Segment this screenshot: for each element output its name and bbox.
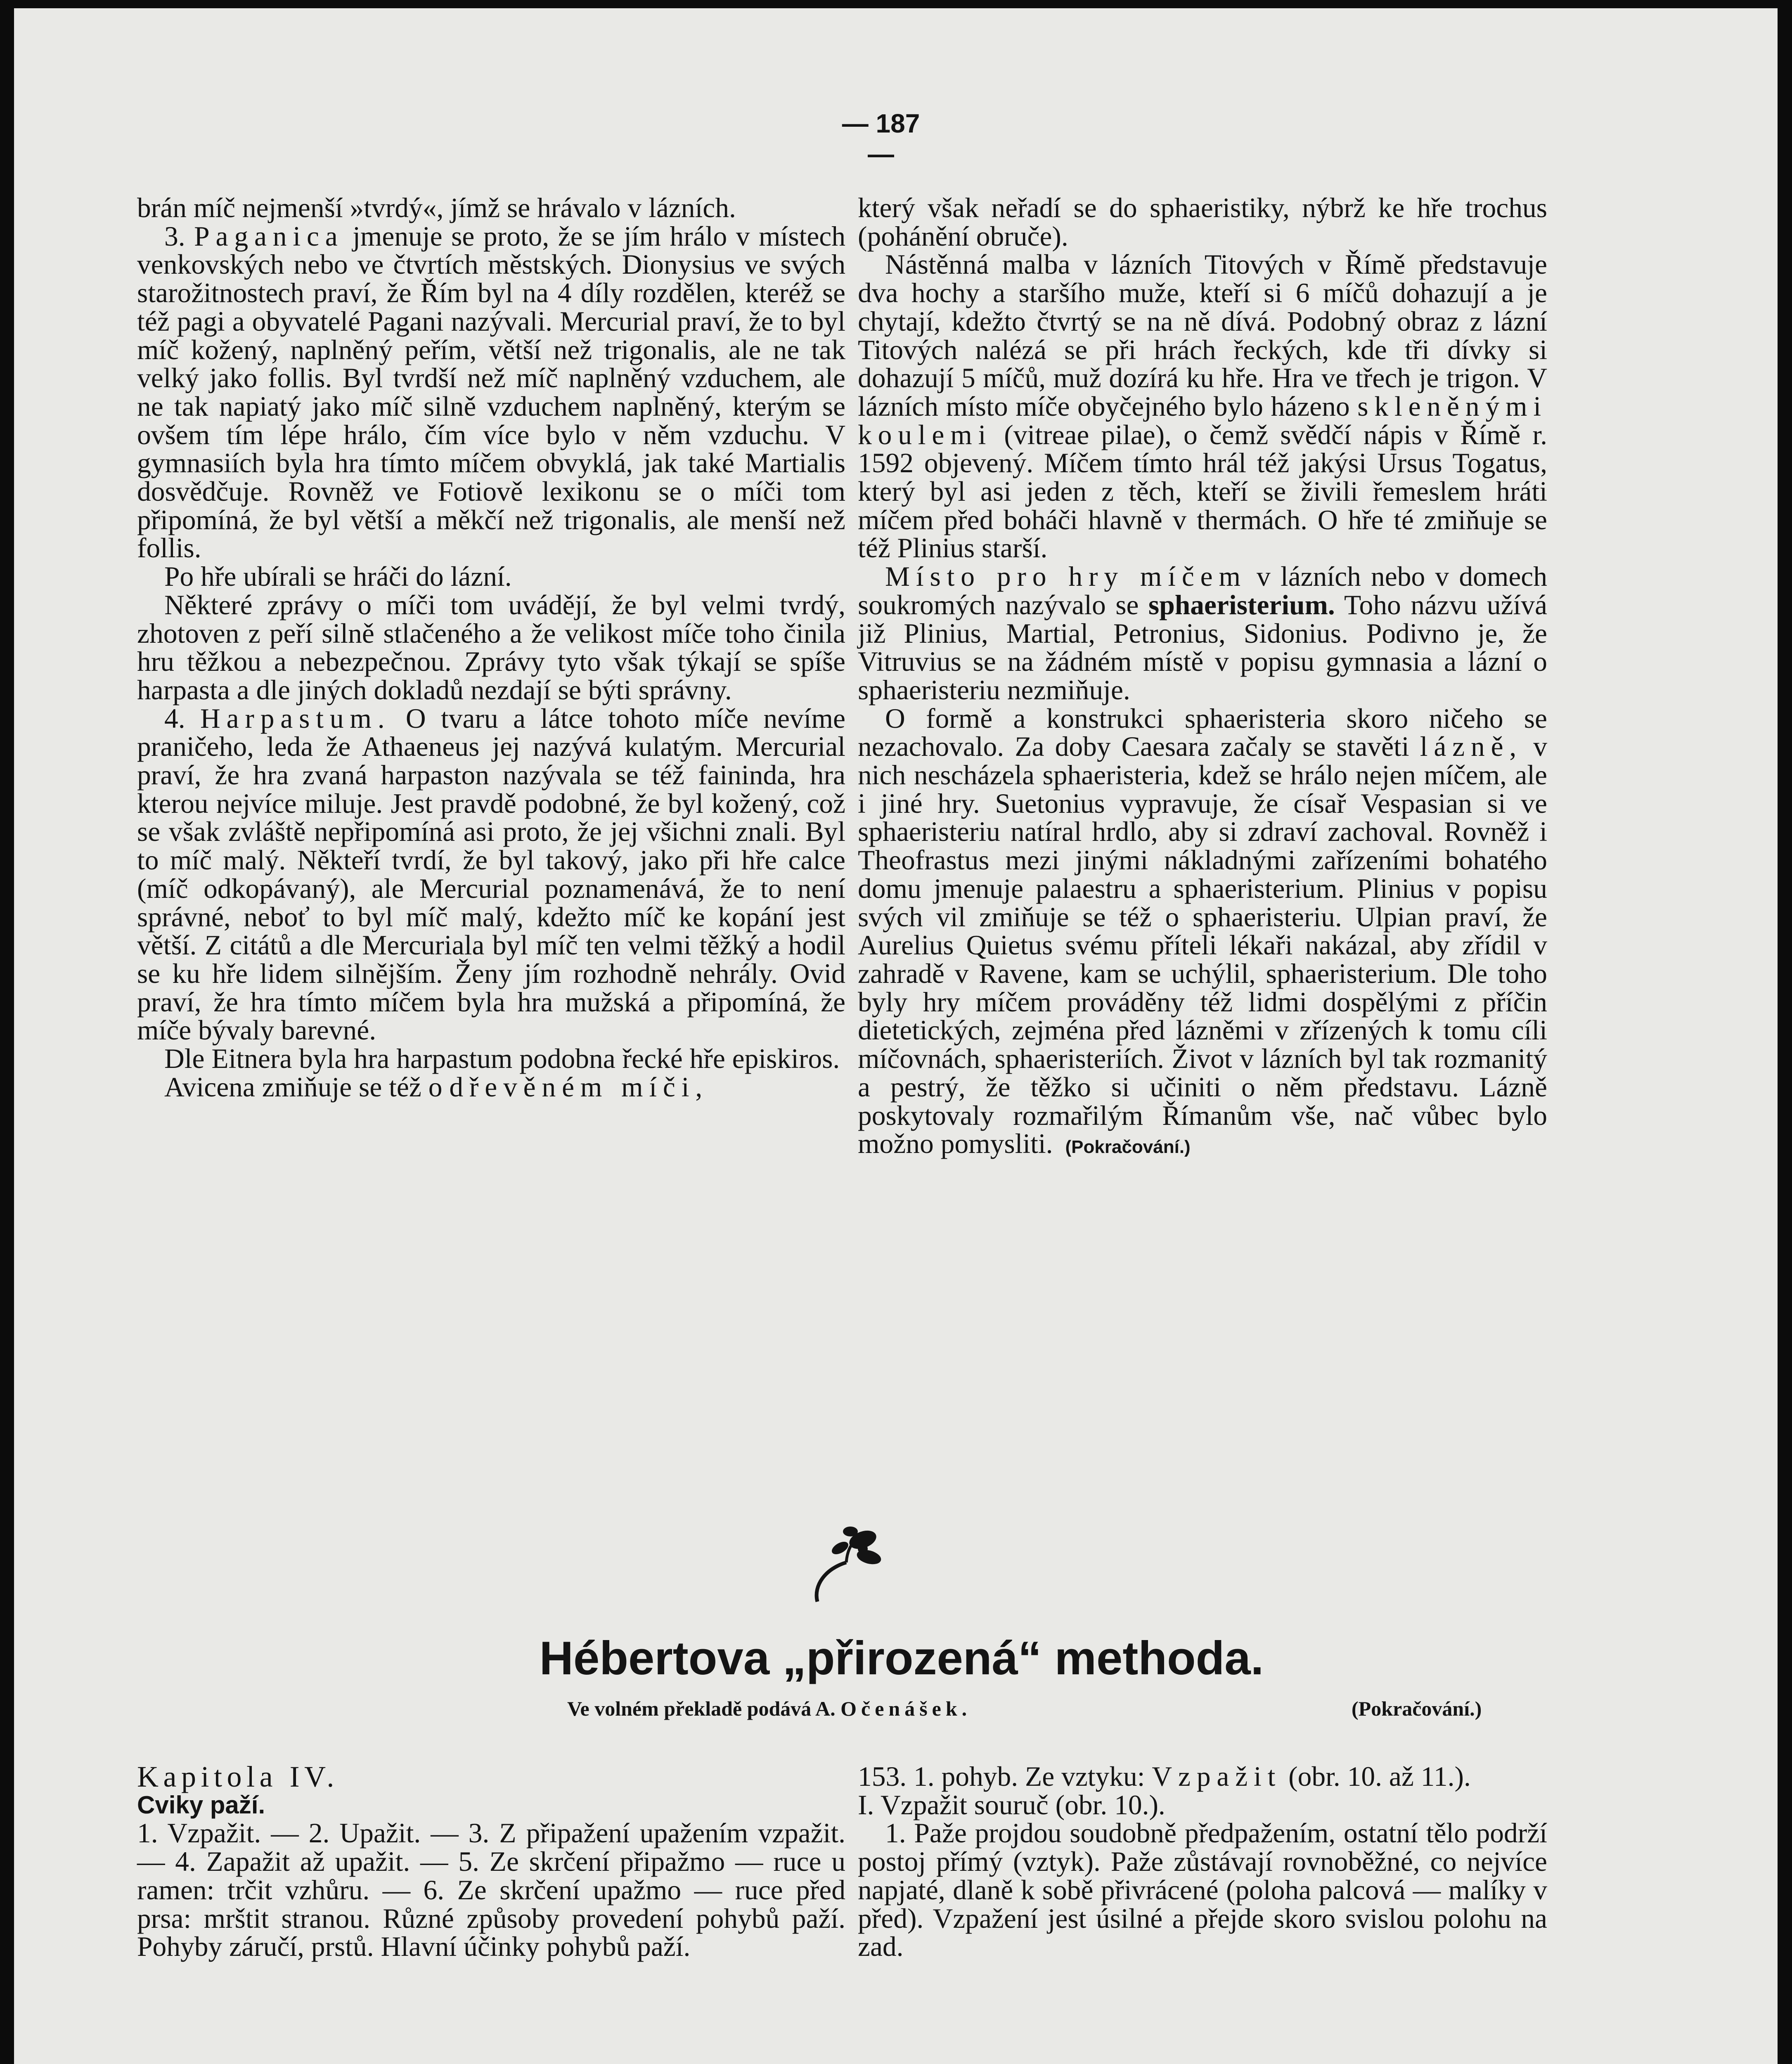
page-number: — 187 —: [842, 109, 920, 169]
paragraph-text: O tvaru a látce tohoto míče nevíme praničeho, leda že Athaeneus jej nazývá kulatým. Mercurial praví, že hra zvaná harpaston nazývala se též faininda, hra kterou nejvíce miluje. Jest pravdě podobné, že byl kožený, což se však zvláště nepřipomíná asi proto, že jej všichni znali. Byl to míč malý. Někteří tvrdí, že byl takový, jako při hře calce (míč odkopávaný), ale Mercurial poznamenává, že to není správné, neboť to byl míč malý, kdežto míč ke kopání jest větší. Z citátů a dle Mercuriala byl míč ten velmi těžký a hodil se ku hře lidem silnějším. Ženy jím rozhodně nehrály. Ovid praví, že hra tímto míčem byla hra mužská a připomíná, že míče bývaly barevné.: [137, 703, 846, 1046]
paragraph-text: Nástěnná malba v lázních Titových v Římě představuje dva hochy a staršího muže, kteří si 6 míčů dohazují a je chytají, kdežto čtvrtý se na ně dívá. Podobný obraz z lázní Titových nalézá se při hrách řeckých, kde tři dívky si dohazují 5 míčů, muž dozírá ku hře. Hra ve třech je trigon. V lázních místo míče obyčejného bylo házeno: [858, 249, 1547, 422]
term-lazne: lázně,: [1420, 731, 1523, 762]
paragraph: brán míč nejmenší »tvrdý«, jímž se hrávalo v lázních.: [137, 192, 736, 223]
article2-continued-note: (Pokračování.): [1352, 1697, 1482, 1720]
term-harpastum: Harpastum.: [200, 703, 391, 734]
paragraph: [858, 251, 1547, 563]
paragraph-text: v nich nescházela sphaeristeria, kdež se hrálo nejen míčem, ale i jiné hry. Suetonius vypravuje, že císař Vespasian si ve sphaeristeriu natíral hrdlo, aby si zdraví zachoval. Rovněž i Theofrastus mezi jinými nákladnými zařízeními bohatého domu jmenuje palaestru a sphaeristerium. Plinius v popisu svých vil zmiňuje se též o sphaeristeriu. Ulpian praví, že Aurelius Quietus svému příteli lékaři nakázal, aby zřídil v zahradě v Ravene, kam se uchýlil, sphaeristerium. Dle toho byly hry míčem prováděny též lidmi dospělými z příčin dietetických, zejména před lázněmi v zřízených k tomu cíli míčovnách, sphaeristeriích. Život v lázních byl tak rozmanitý a pestrý, že těžko si učiniti o něm představu. Lázně poskytovaly rozmařilým Římanům vše, nač vůbec bylo možno pomysliti.: [858, 731, 1548, 1160]
paragraph: který však neřadí se do sphaeristiky, nýbrž ke hře trochus (pohánění obruče).: [858, 192, 1547, 252]
term-drevenem-mici: dřevěném míči,: [449, 1071, 709, 1103]
term-vzpazit: Vzpažit: [1152, 1761, 1282, 1792]
continued-note: (Pokračování.): [1065, 1137, 1191, 1157]
paragraph: 1. Vzpažit. — 2. Upažit. — 3. Z připažení upažením vzpažit. — 4. Zapažit až upažit. — 5. Ze skrčení připažmo — ruce u ramen: trčit vzhůru. — 6. Ze skrčení upažmo — ruce před prsa: mrštit stranou. Různé způsoby provedení pohybů paží. Pohyby záručí, prstů. Hlavní účinky pohybů paží.: [137, 1818, 845, 1962]
item-number: 3.: [164, 220, 185, 252]
paragraph: [137, 1073, 845, 1102]
paragraph: 1. Paže projdou soudobně předpažením, ostatní tělo podrží postoj přímý (vztyk). Paže zůstávají rovnoběžné, co nejvíce napjaté, dlaně k sobě přivrácené (poloha palcová — malíky v před). Vzpažení jest úsilné a přejde skoro svislou polohu na zad.: [858, 1818, 1547, 1962]
paragraph-harpastum: [137, 705, 845, 1045]
paragraph-text: (vitreae pilae), o čemž svědčí nápis v Římě r. 1592 objevený. Míčem tímto hrál též jakýsi Ursus Togatus, který byl asi jeden z těch, kteří se živili řemeslem hráti míčem před boháči hlavně v thermách. O hře té zmiňuje se též Plinius starší.: [858, 419, 1548, 564]
paragraph-text: Toho názvu užívá již Plinius, Martial, Petronius, Sidonius. Podivno je, že Vitruvius se na žádném místě v popisu gymnasia a lázní o sphaeristeriu nezmiňuje.: [858, 589, 1548, 705]
article2-title: Hébertova „přirozená“ methoda.: [539, 1632, 1264, 1685]
term-sphaeristerium: sphaeristerium.: [1148, 589, 1335, 620]
term-misto-pro-hry: Místo pro hry míčem: [885, 561, 1247, 592]
article1-right-column: [858, 194, 1547, 1162]
paragraph-text: v lázních nebo v domech soukromých nazývalo se: [858, 561, 1547, 620]
chapter-heading: Kapitola IV.: [137, 1760, 339, 1793]
paragraph: [858, 1763, 1547, 1791]
article1-left-column: [137, 194, 845, 1102]
paragraph: [858, 563, 1547, 705]
paragraph: I. Vzpažit souruč (obr. 10.).: [858, 1789, 1165, 1820]
byline-text: Ve volném překladě podává A.: [567, 1697, 836, 1720]
article2-byline: [567, 1697, 971, 1721]
page-sheet: [14, 8, 1778, 2064]
paragraph: Dle Eitnera byla hra harpastum podobna řecké hře episkiros.: [164, 1043, 840, 1075]
paragraph-text: 153. 1. pohyb. Ze vztyku:: [858, 1761, 1145, 1792]
article2-right-column: [858, 1763, 1547, 1961]
paragraph: Po hře ubírali se hráči do lázní.: [164, 561, 512, 592]
paragraph: [858, 705, 1547, 1162]
paragraph-text: O formě a konstrukci sphaeristeria skoro ničeho se nezachovalo. Za doby Caesara začaly se stavěti: [858, 703, 1547, 762]
term-sklenene-koule: skleněnými koulemi: [858, 391, 1547, 450]
paragraph-text: (obr. 10. až 11.).: [1288, 1761, 1471, 1792]
byline-author: Očenášek.: [840, 1697, 972, 1720]
paragraph-paganica: [137, 222, 845, 563]
term-paganica: Paganica: [194, 220, 344, 252]
paragraph: Některé zprávy o míči tom uvádějí, že byl velmi tvrdý, zhotoven z peří silně stlačeného a že velikost míče toho činila hru těžkou a nebezpečnou. Zprávy tyto však týkají se spíše harpasta a dle jiných dokladů nezdají se býti správny.: [137, 589, 845, 705]
paragraph-text: Avicena zmiňuje se též o: [164, 1071, 443, 1103]
article2-left-column: [137, 1760, 845, 1962]
section-heading: Cviky paží.: [137, 1791, 265, 1819]
paragraph-text: jmenuje se proto, že se jím hrálo v místech venkovských nebo ve čtvrtích městských. Dionysius ve svých starožitnostech praví, že Řím byl na 4 díly rozdělen, kteréž se též pagi a obyvatelé Pagani nazývali. Mercurial praví, že to byl míč kožený, naplněný peřím, větší než trigonalis, ale ne tak velký jako follis. Byl tvrdší než míč naplněný vzduchem, ale ne tak napiatý jako míč silně vzduchem naplněný, kterým se ovšem tím lépe hrálo, čím více bylo v něm vzduchu. V gymnasiích byla hra tímto míčem obvyklá, jak také Martialis dosvědčuje. Rovněž ve Fotiově lexikonu se o míči tom připomíná, že byl větší a měkčí než trigonalis, ale menší než follis.: [137, 220, 846, 564]
fleuron-icon: [801, 1523, 883, 1606]
item-number: 4.: [164, 703, 185, 734]
